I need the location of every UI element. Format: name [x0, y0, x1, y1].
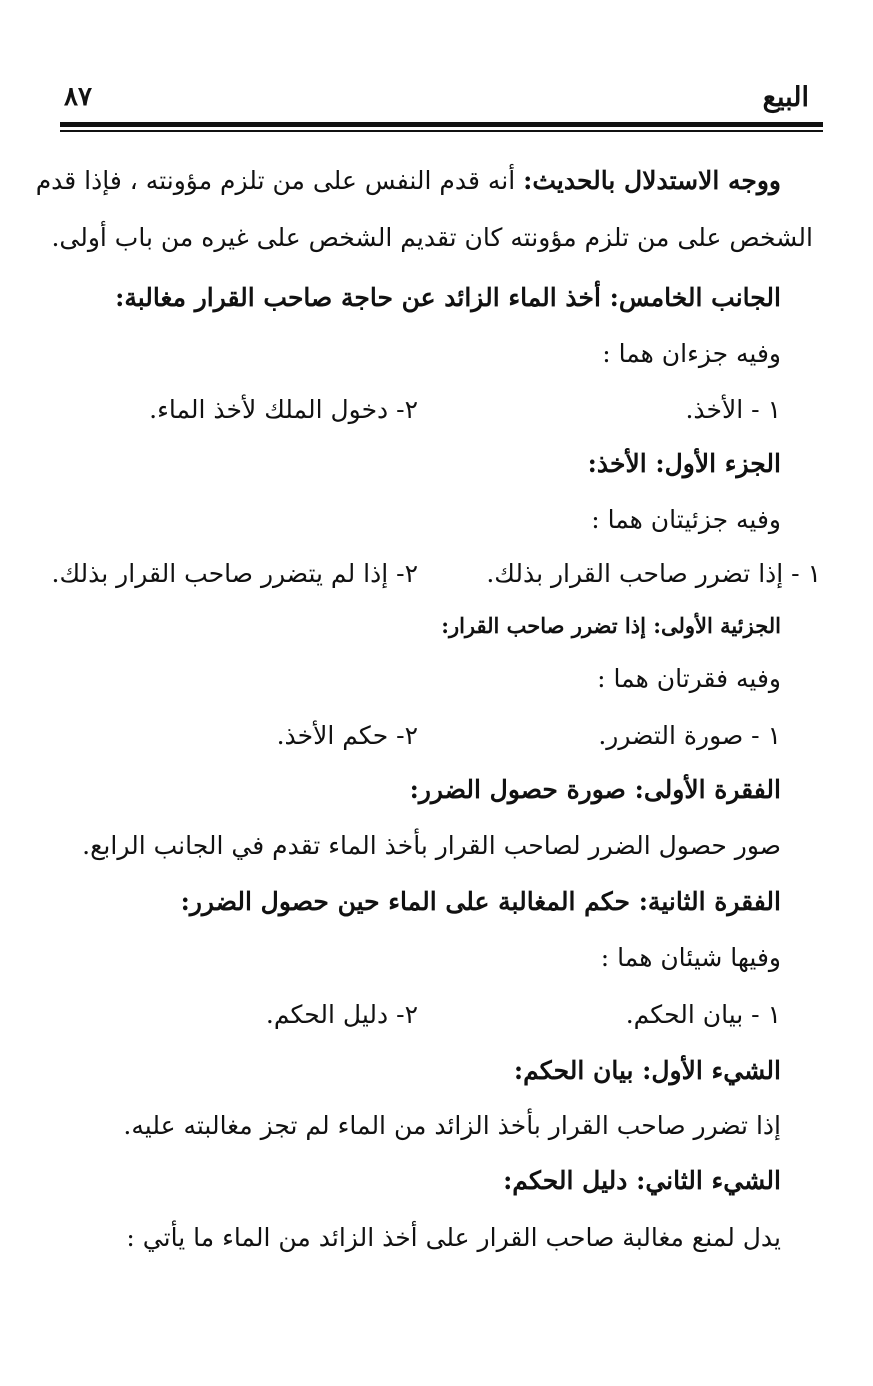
paragraph-line: إذا تضرر صاحب القرار بأخذ الزائد من الماء لم تجز مغالبته عليه. — [123, 1111, 781, 1140]
paragraph-line: يدل لمنع مغالبة صاحب القرار على أخذ الزائد من الماء ما يأتي : — [126, 1223, 781, 1252]
paragraph-line: وفيه جزءان هما : — [602, 339, 781, 368]
subsection-heading: الجزء الأول: الأخذ: — [587, 449, 781, 478]
list-item: ٢- دخول الملك لأخذ الماء. — [149, 395, 418, 424]
evidence-text: أنه قدم النفس على من تلزم مؤونته ، فإذا قدم — [35, 166, 524, 195]
evidence-label: ووجه الاستدلال بالحديث: — [523, 166, 781, 195]
running-header — [60, 82, 813, 122]
subsection-heading: الجزئية الأولى: إذا تضرر صاحب القرار: — [441, 613, 781, 638]
subsection-heading: الفقرة الثانية: حكم المغالبة على الماء حين حصول الضرر: — [180, 887, 781, 916]
paragraph-line: الشخص على من تلزم مؤونته كان تقديم الشخص على غيره من باب أولى. — [51, 223, 813, 252]
subsection-heading: الفقرة الأولى: صورة حصول الضرر: — [409, 775, 781, 804]
list-item: ١ - بيان الحكم. — [625, 1000, 781, 1029]
paragraph-line: وفيه جزئيتان هما : — [591, 505, 781, 534]
list-item: ٢- حكم الأخذ. — [276, 721, 418, 750]
paragraph-line: صور حصول الضرر لصاحب القرار بأخذ الماء تقدم في الجانب الرابع. — [82, 831, 781, 860]
paragraph-line: وفيه فقرتان هما : — [597, 664, 781, 693]
paragraph-line: وفيها شيئان هما : — [600, 943, 781, 972]
list-item: ٢- إذا لم يتضرر صاحب القرار بذلك. — [51, 559, 418, 588]
list-item: ١ - الأخذ. — [685, 395, 781, 424]
header-rule-thick — [60, 122, 823, 127]
subsection-heading: الشيء الأول: بيان الحكم: — [513, 1056, 781, 1085]
list-item: ٢- دليل الحكم. — [265, 1000, 418, 1029]
subsection-heading: الشيء الثاني: دليل الحكم: — [503, 1166, 781, 1195]
header-rule-thin — [60, 130, 823, 132]
section-heading: الجانب الخامس: أخذ الماء الزائد عن حاجة صاحب القرار مغالبة: — [115, 283, 781, 312]
paragraph-line — [35, 161, 781, 201]
page-number: ٨٧ — [64, 82, 92, 112]
chapter-title: البيع — [762, 82, 809, 113]
list-item: ١ - صورة التضرر. — [598, 721, 781, 750]
list-item: ١ - إذا تضرر صاحب القرار بذلك. — [486, 559, 821, 588]
